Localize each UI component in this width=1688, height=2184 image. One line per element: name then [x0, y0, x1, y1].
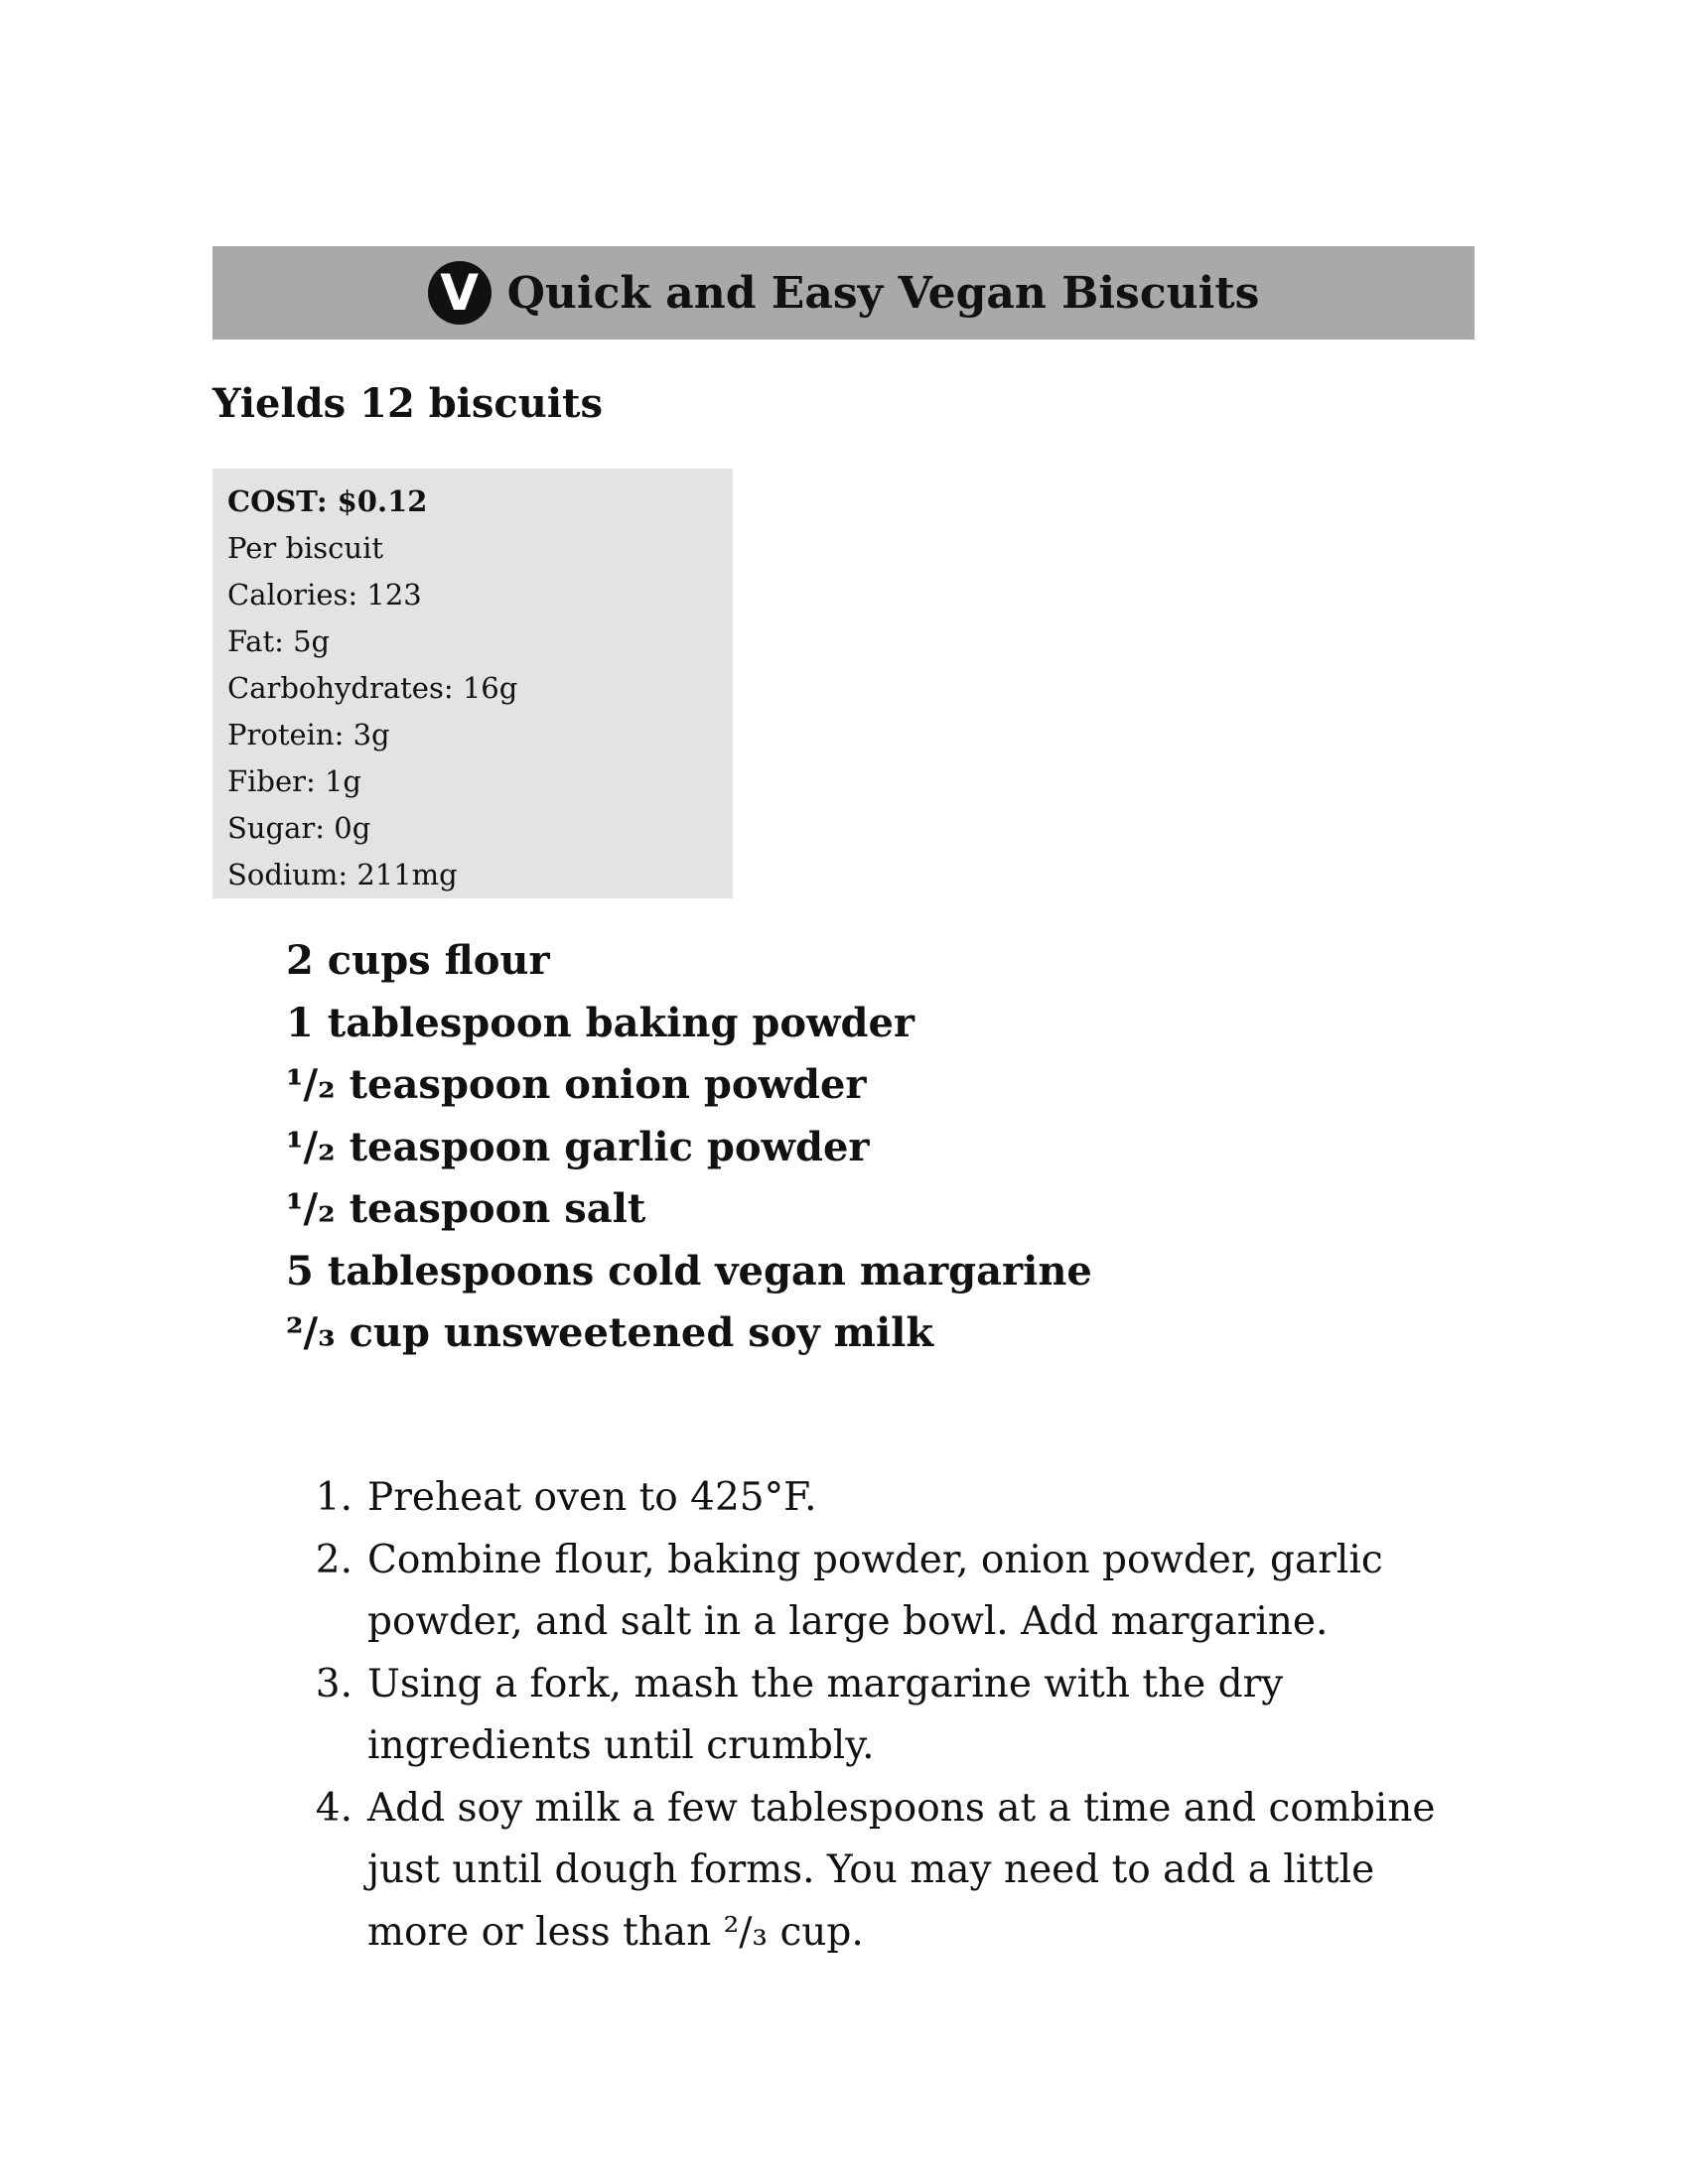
ingredient-item: ¹/₂ teaspoon onion powder: [286, 1061, 867, 1108]
step-text: Add soy milk a few tablespoons at a time and combine just until dough forms. You may need to add a little more or less than ²/₃ cup.: [367, 1785, 1436, 1955]
nutrition-sugar: Sugar: 0g: [227, 811, 371, 845]
step-number: 2.: [315, 1537, 352, 1582]
step-text: Combine flour, baking powder, onion powder, garlic powder, and salt in a large bowl. Add margarine.: [367, 1537, 1383, 1644]
ingredient-item: 2 cups flour: [286, 937, 550, 984]
recipe-yield: Yields 12 biscuits: [212, 380, 604, 427]
ingredient-item: 5 tablespoons cold vegan margarine: [286, 1247, 1092, 1295]
recipe-title-bar: [212, 246, 1475, 340]
step-number: 3.: [315, 1661, 352, 1706]
nutrition-serving: Per biscuit: [227, 531, 384, 565]
nutrition-fiber: Fiber: 1g: [227, 764, 361, 798]
recipe-title: Quick and Easy Vegan Biscuits: [506, 267, 1260, 319]
step-text: Preheat oven to 425°F.: [367, 1475, 817, 1520]
nutrition-calories: Calories: 123: [227, 578, 422, 612]
step-number: 4.: [315, 1785, 352, 1831]
ingredient-item: ²/₃ cup unsweetened soy milk: [286, 1309, 934, 1356]
nutrition-box: [212, 469, 733, 898]
ingredient-list: [286, 930, 1092, 1365]
ingredient-item: ¹/₂ teaspoon salt: [286, 1185, 646, 1232]
nutrition-sodium: Sodium: 211mg: [227, 858, 458, 891]
step-text: Using a fork, mash the margarine with the dry ingredients until crumbly.: [367, 1661, 1284, 1768]
nutrition-protein: Protein: 3g: [227, 718, 390, 751]
instruction-list: [298, 1467, 1479, 1964]
instruction-step: [298, 1654, 1479, 1778]
nutrition-cost: COST: $0.12: [227, 484, 428, 518]
instruction-step: [298, 1467, 1479, 1530]
vegan-badge-icon: V: [428, 261, 492, 325]
step-number: 1.: [315, 1475, 352, 1520]
nutrition-fat: Fat: 5g: [227, 624, 331, 658]
ingredient-item: ¹/₂ teaspoon garlic powder: [286, 1123, 870, 1170]
instruction-step: [298, 1778, 1479, 1965]
instruction-step: [298, 1530, 1479, 1654]
ingredient-item: 1 tablespoon baking powder: [286, 999, 914, 1046]
nutrition-carbohydrates: Carbohydrates: 16g: [227, 671, 518, 705]
